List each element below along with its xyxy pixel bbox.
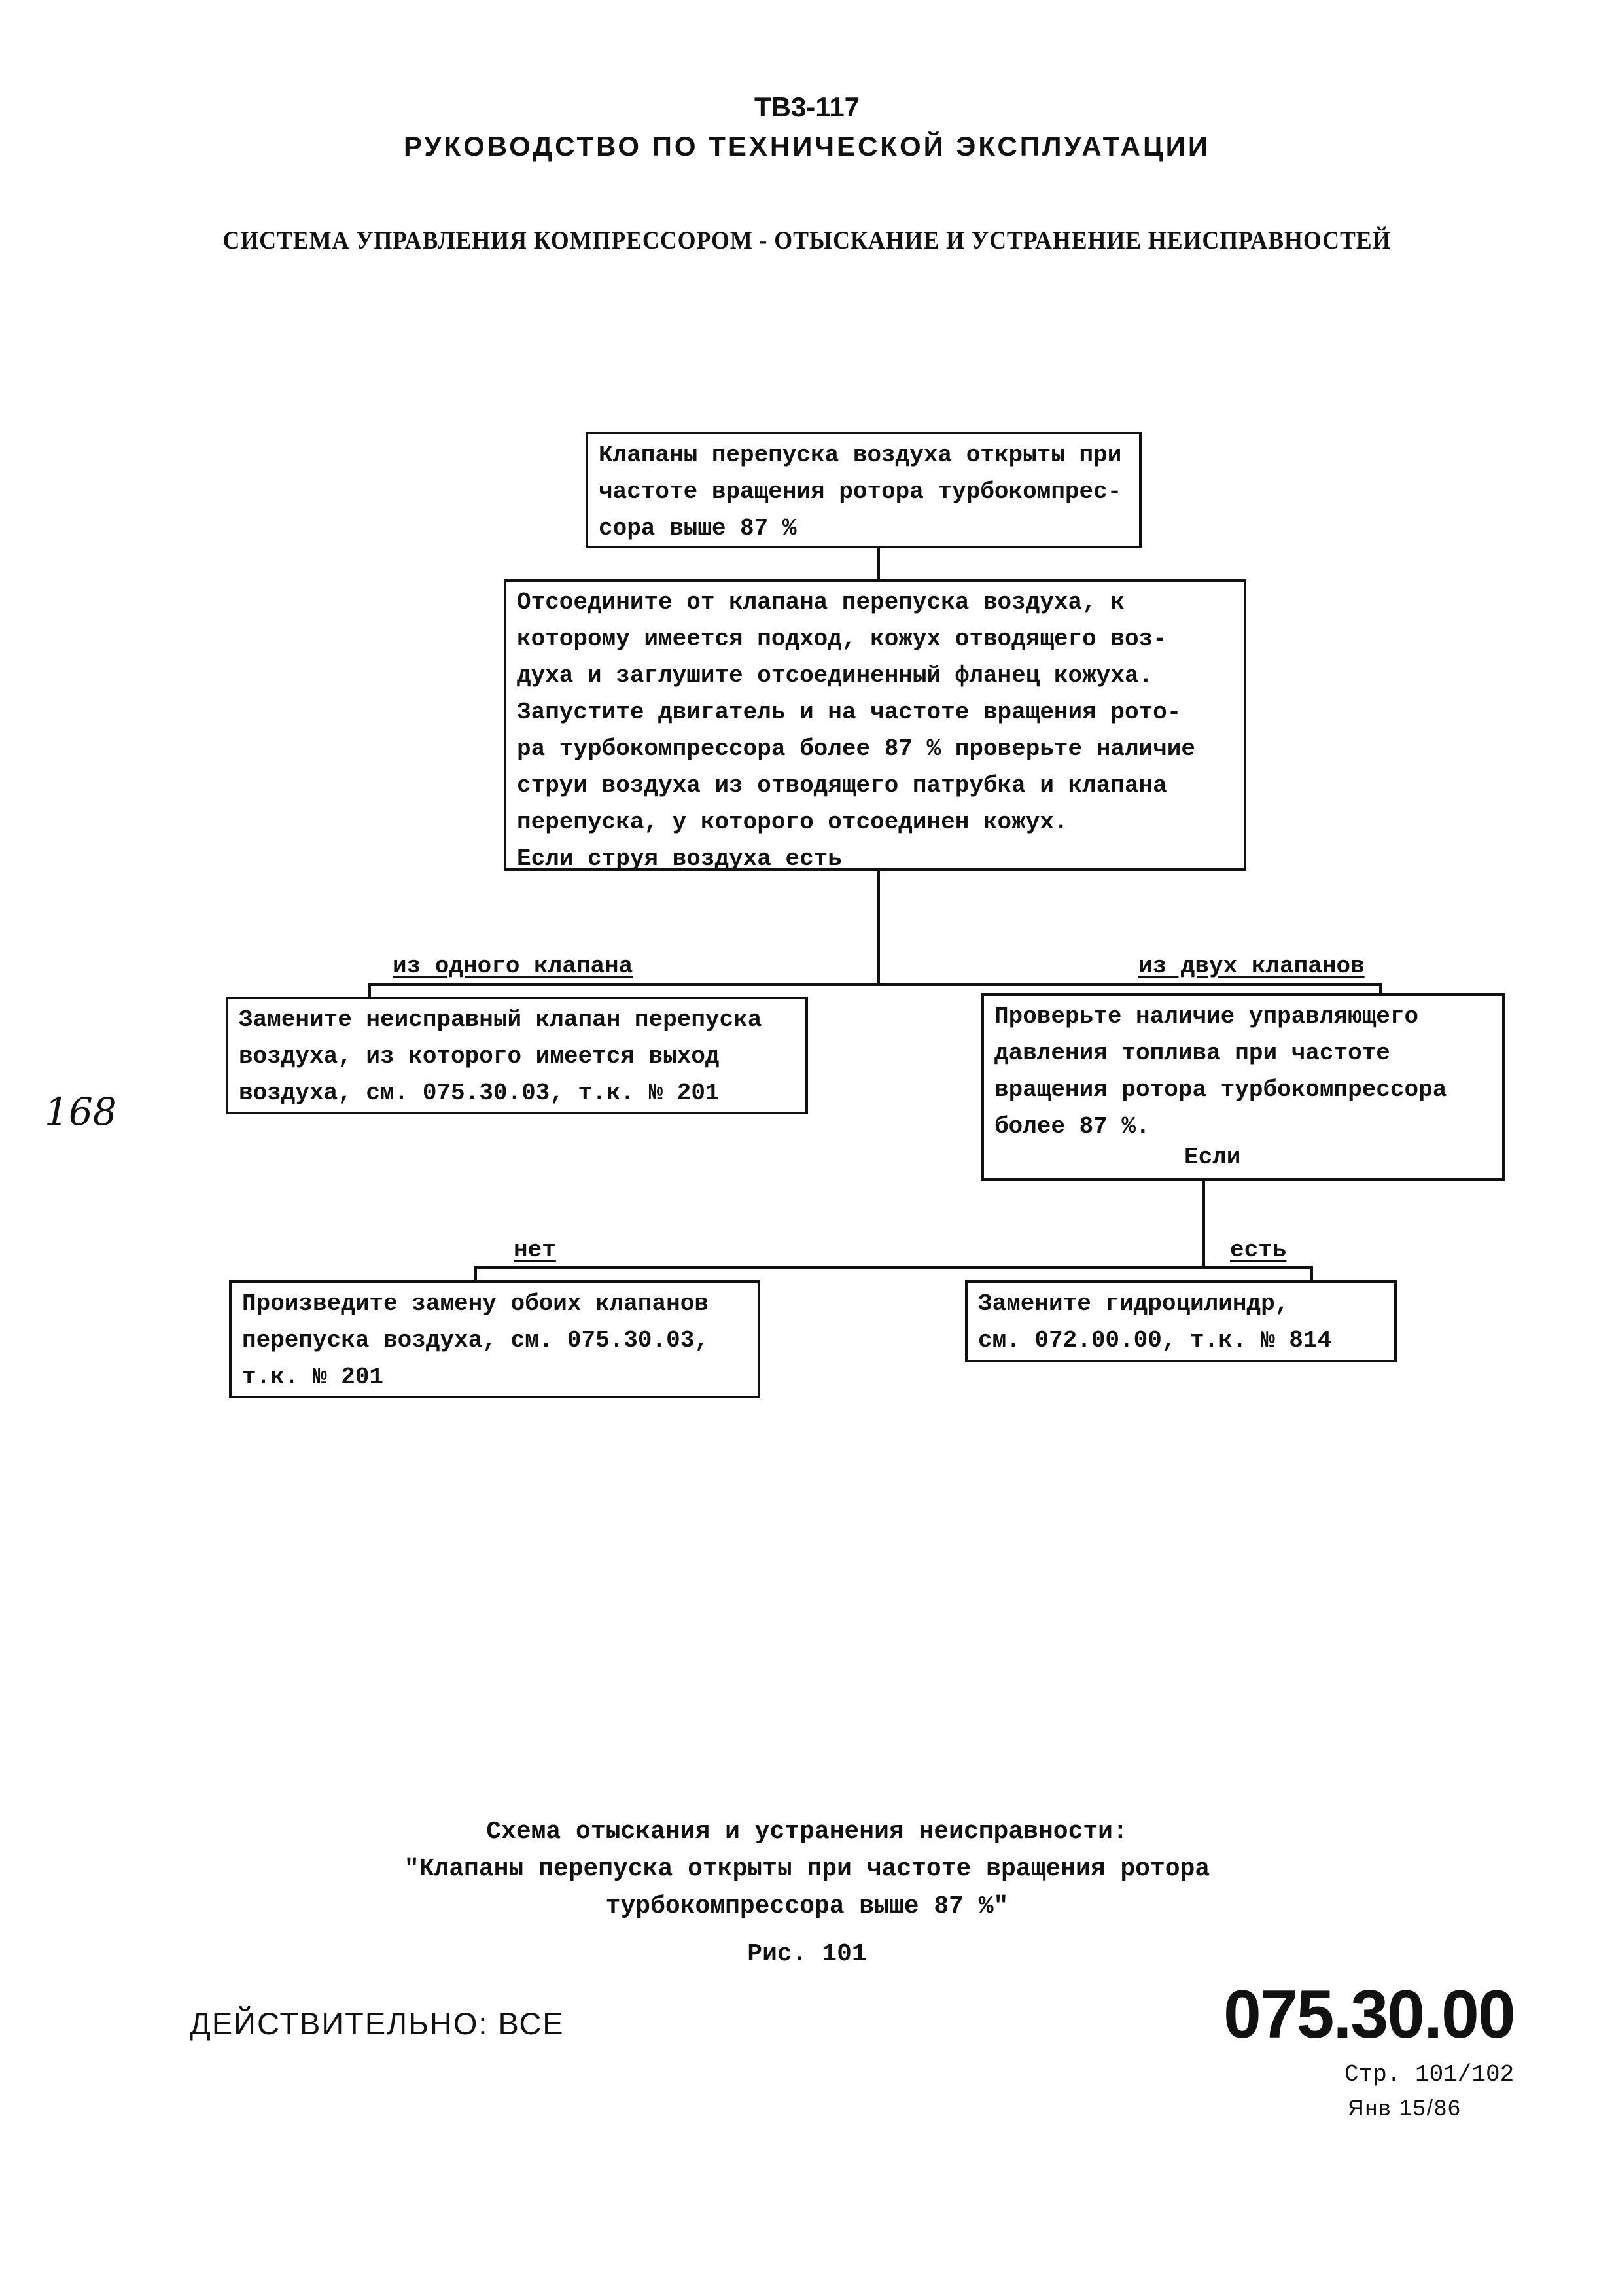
flow-box-replace-faulty-valve: Замените неисправный клапан перепуска воздуха, из которого имеется выход воздуха, см. 075.30.03, т.к. № 201 — [226, 997, 808, 1114]
connector-split2-left — [476, 1267, 1204, 1280]
flow-box-check-fuel-pressure: Проверьте наличие управляющего давления топлива при частоте вращения ротора турбокомпрессора более 87 %. — [981, 993, 1505, 1181]
handwritten-margin-note: 168 — [44, 1089, 117, 1134]
section-code: 075.30.00 — [1223, 1977, 1515, 2053]
revision-date: Янв 15/86 — [1348, 2096, 1462, 2121]
figure-label: Рис. 101 — [747, 1940, 867, 1968]
branch-label-two-valves: из двух клапанов — [1138, 953, 1365, 980]
document-title: РУКОВОДСТВО ПО ТЕХНИЧЕСКОЙ ЭКСПЛУАТАЦИИ — [403, 131, 1211, 162]
connector-split-left — [370, 985, 879, 997]
connector-split2-right — [1204, 1267, 1312, 1280]
section-title: СИСТЕМА УПРАВЛЕНИЯ КОМПРЕССОРОМ - ОТЫСКАНИЕ И УСТРАНЕНИЕ НЕИСПРАВНОСТЕЙ — [222, 226, 1392, 255]
caption-line-2: "Клапаны перепуска открыты при частоте вращения ротора — [404, 1855, 1210, 1883]
flow-box-symptom: Клапаны перепуска воздуха открыты при частоте вращения ротора турбокомпрес- сора выше 87 % — [586, 432, 1142, 548]
document-code: ТВ3-117 — [754, 92, 860, 122]
branch-label-one-valve: из одного клапана — [393, 953, 633, 980]
branch-label-yes: есть — [1230, 1237, 1287, 1263]
branch-label-no: нет — [514, 1237, 556, 1263]
flow-box-check-air-jet: Отсоедините от клапана перепуска воздуха, к которому имеется подход, кожух отводящего воз- духа и заглушите отсоединенный фланец кожуха. Запустите двигатель и на частоте вращения рото- ра турбокомпрессора более 87 % проверьте наличие струи воздуха из отводящего патрубка и клапана перепуска, у которого отсоединен кожух. Если струя воздуха есть — [504, 579, 1246, 871]
flow-box-replace-hydraulic-cylinder: Замените гидроцилиндр, см. 072.00.00, т.к. № 814 — [965, 1280, 1397, 1362]
flow-box-replace-both-valves: Произведите замену обоих клапанов перепуска воздуха, см. 075.30.03, т.к. № 201 — [229, 1280, 760, 1398]
validity-label: ДЕЙСТВИТЕЛЬНО: ВСЕ — [190, 2006, 565, 2041]
flow-box-check-fuel-pressure-if: Если — [1184, 1144, 1241, 1171]
caption-line-1: Схема отыскания и устранения неисправности: — [486, 1818, 1128, 1846]
caption-line-3: турбокомпрессора выше 87 %" — [605, 1892, 1009, 1920]
page-number: Стр. 101/102 — [1344, 2061, 1515, 2088]
